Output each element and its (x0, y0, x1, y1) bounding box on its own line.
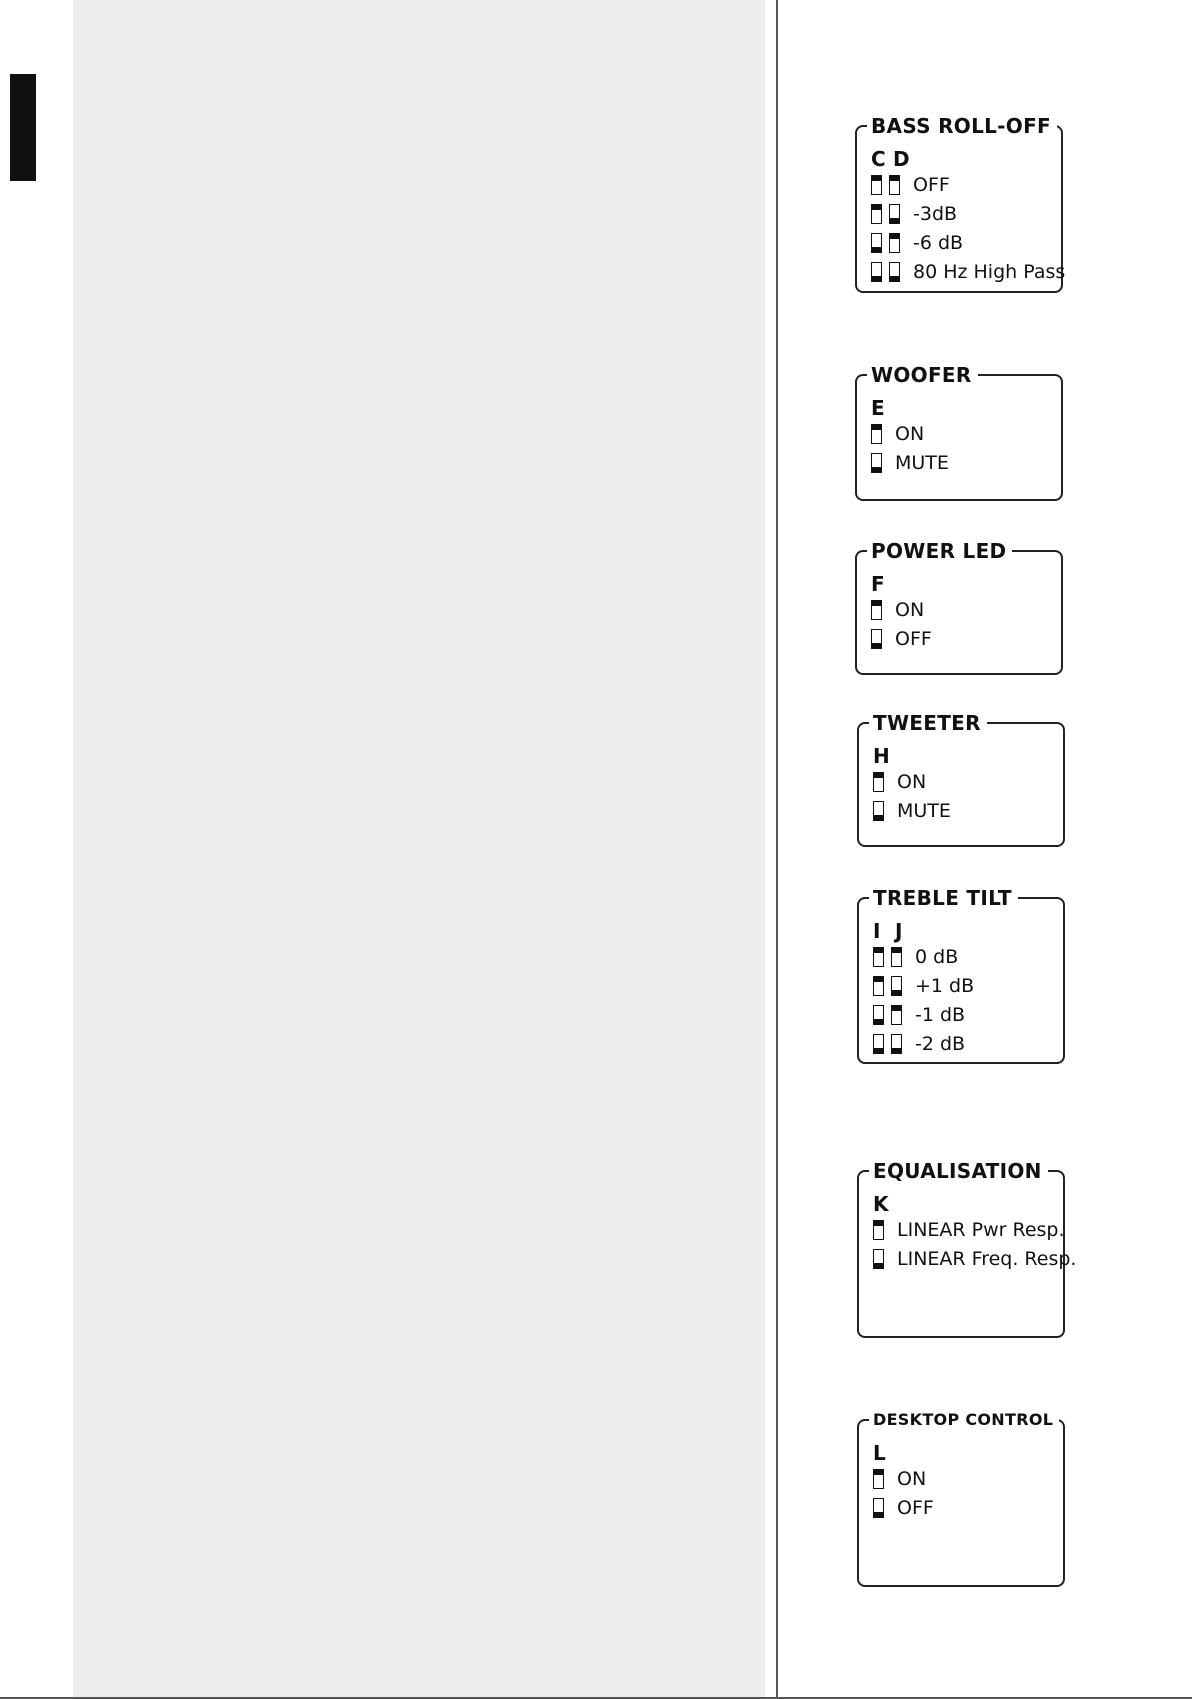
dip-switch-down-icon (873, 1249, 884, 1269)
switch-letters (871, 396, 893, 420)
dip-switch-up-icon (871, 424, 882, 444)
dip-switch-up-icon (891, 947, 902, 967)
box-title: EQUALISATION (869, 1157, 1048, 1185)
dip-switch-up-icon (873, 1469, 884, 1489)
switch-box-4 (857, 711, 1065, 847)
dip-switch-up-icon (889, 175, 900, 195)
dip-switch-down-icon (871, 262, 882, 282)
switch-box-6 (857, 1159, 1077, 1338)
dip-switch-down-icon (873, 1034, 884, 1054)
switch-setting-row (871, 259, 1065, 285)
switch-setting-row (871, 201, 957, 227)
switch-letters (873, 1192, 895, 1216)
dip-switch-down-icon (891, 976, 902, 996)
switch-setting-row (873, 1246, 1076, 1272)
switch-letter: F (871, 572, 885, 596)
dip-switch-down-icon (873, 1498, 884, 1518)
switch-letter: E (871, 396, 885, 420)
switch-setting-row (873, 769, 926, 795)
dip-switch-down-icon (873, 1005, 884, 1025)
setting-label: 0 dB (915, 946, 959, 968)
box-title: TREBLE TILT (869, 884, 1018, 912)
setting-label: OFF (913, 174, 950, 196)
switch-setting-row (871, 450, 949, 476)
box-title: TWEETER (869, 709, 987, 737)
dip-switch-down-icon (871, 629, 882, 649)
setting-label: -1 dB (915, 1004, 966, 1026)
box-title: DESKTOP CONTROL (869, 1406, 1059, 1434)
switch-setting-row (871, 230, 963, 256)
dip-switch-down-icon (871, 233, 882, 253)
setting-label: ON (895, 423, 925, 445)
setting-label: -2 dB (915, 1033, 966, 1055)
switch-box-2 (855, 363, 1063, 501)
switch-letter: L (873, 1441, 886, 1465)
box-title: POWER LED (867, 537, 1012, 565)
dip-switch-up-icon (889, 233, 900, 253)
dip-switch-up-icon (871, 600, 882, 620)
switch-setting-row (871, 597, 924, 623)
switch-letter: C (871, 147, 886, 171)
setting-label: OFF (897, 1497, 934, 1519)
dip-switch-up-icon (871, 204, 882, 224)
setting-label: MUTE (895, 452, 949, 474)
switch-setting-row (873, 1217, 1065, 1243)
switch-letter: I (873, 919, 881, 943)
dip-switch-up-icon (873, 976, 884, 996)
setting-label: +1 dB (915, 975, 975, 997)
switch-box-5 (857, 886, 1065, 1064)
switch-letter: J (895, 919, 903, 943)
dip-switch-up-icon (871, 175, 882, 195)
switch-letters (873, 744, 895, 768)
dip-switch-down-icon (889, 262, 900, 282)
setting-label: LINEAR Freq. Resp. (897, 1248, 1077, 1270)
switch-letter: H (873, 744, 890, 768)
switch-setting-row (873, 798, 951, 824)
switch-box-1 (855, 114, 1066, 293)
switch-setting-row (873, 1495, 934, 1521)
column-divider (776, 0, 778, 1698)
switch-setting-row (873, 973, 974, 999)
left-column-panel (73, 0, 765, 1698)
switch-letters (873, 1441, 895, 1465)
switch-setting-row (871, 421, 924, 447)
setting-label: ON (897, 771, 927, 793)
setting-label: LINEAR Pwr Resp. (897, 1219, 1065, 1241)
setting-label: 80 Hz High Pass (913, 261, 1066, 283)
setting-label: OFF (895, 628, 932, 650)
dip-switch-down-icon (873, 801, 884, 821)
dip-switch-down-icon (891, 1034, 902, 1054)
setting-label: -6 dB (913, 232, 964, 254)
switch-letter: D (893, 147, 910, 171)
dip-switch-up-icon (873, 947, 884, 967)
dip-switch-up-icon (891, 1005, 902, 1025)
switch-box-7 (857, 1410, 1065, 1587)
setting-label: -3dB (913, 203, 958, 225)
switch-setting-row (871, 626, 932, 652)
switch-letter: K (873, 1192, 889, 1216)
switch-letters (871, 572, 893, 596)
switch-setting-row (873, 1031, 965, 1057)
box-title: WOOFER (867, 361, 978, 389)
setting-label: MUTE (897, 800, 951, 822)
dip-switch-down-icon (871, 453, 882, 473)
switch-setting-row (873, 1002, 965, 1028)
page-edge-tab (10, 74, 36, 181)
switch-setting-row (871, 172, 950, 198)
switch-setting-row (873, 944, 958, 970)
box-title: BASS ROLL-OFF (867, 112, 1057, 140)
setting-label: ON (897, 1468, 927, 1490)
switch-letters (871, 147, 915, 171)
switch-setting-row (873, 1466, 926, 1492)
switch-letters (873, 919, 917, 943)
switch-box-3 (855, 539, 1063, 675)
setting-label: ON (895, 599, 925, 621)
dip-switch-down-icon (889, 204, 900, 224)
dip-switch-up-icon (873, 772, 884, 792)
dip-switch-up-icon (873, 1220, 884, 1240)
